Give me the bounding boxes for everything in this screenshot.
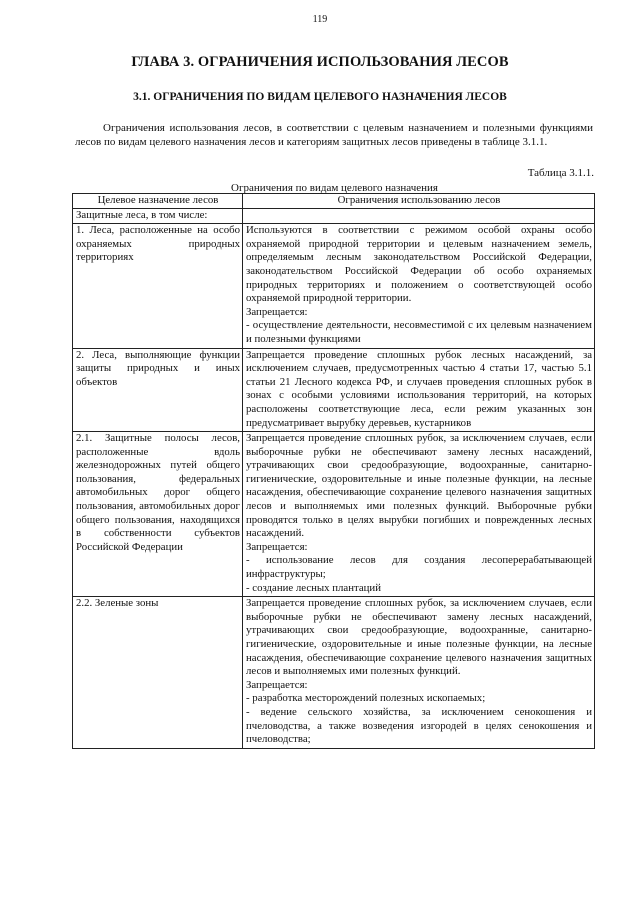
purpose-cell: 2.2. Зеленые зоны bbox=[73, 597, 243, 749]
group-row bbox=[73, 208, 595, 224]
restriction-text: Запрещается: bbox=[246, 540, 308, 553]
restriction-text: Запрещается: bbox=[246, 305, 308, 318]
header-purpose: Целевое назначение лесов bbox=[73, 194, 243, 209]
restriction-text: - разработка месторождений полезных ископаемых; bbox=[246, 692, 486, 705]
group-label: Защитные леса, в том числе: bbox=[73, 208, 243, 224]
group-empty-cell bbox=[243, 208, 595, 224]
restriction-text: - ведение сельского хозяйства, за исключением сенокошения и пчеловодства, а также возведения изгородей в целях сенокошения и пчеловодства; bbox=[246, 705, 592, 746]
restriction-text: - создание лесных плантаций bbox=[246, 581, 381, 594]
chapter-title: ГЛАВА 3. ОГРАНИЧЕНИЯ ИСПОЛЬЗОВАНИЯ ЛЕСОВ bbox=[131, 54, 509, 70]
restriction-text: Запрещается проведение сплошных рубок, за исключением случаев, если выборочные рубки не обеспечивают замену лесных насаждений, утрачивающих свои средообразующие, водоохранные, санитарно-гигиенические, оздоровительные и иные полезные функции, на лесные насаждения, обеспечивающие сохранение целевого назначения защитных лесов и выполняемых ими полезных функций. Выборочные рубки проводятся только в целях вырубки погибших и поврежденных лесных насаждений. bbox=[246, 432, 592, 540]
purpose-cell: 2.1. Защитные полосы лесов, расположенные вдоль железнодорожных путей общего пользования, федеральных автомобильных дорог общего пользования, автомобильных дорог общего пользования, находящихся в собственности субъектов Российской Федерации bbox=[73, 432, 243, 597]
table-row bbox=[73, 432, 595, 597]
restriction-text: Запрещается проведение сплошных рубок, за исключением случаев, если выборочные рубки не обеспечивают замену лесных насаждений, утрачивающих свои средообразующие, водоохранные, санитарно-гигиенические, оздоровительные и иные полезные функции, на лесные насаждения, обеспечивающие сохранение целевого назначения защитных лесов и выполняемых ими полезных функций. bbox=[246, 597, 592, 678]
table-header-row bbox=[73, 194, 595, 209]
restriction-text: - осуществление деятельности, несовместимой с их целевым назначением и полезными функциями bbox=[246, 319, 592, 345]
restrictions-cell bbox=[243, 348, 595, 432]
purpose-cell: 1. Леса, расположенные на особо охраняемых природных территориях bbox=[73, 224, 243, 348]
restrictions-cell bbox=[243, 432, 595, 597]
table-row bbox=[73, 597, 595, 749]
intro-paragraph: Ограничения использования лесов, в соответствии с целевым назначением и полезными функциями лесов по видам целевого назначения лесов и категориям защитных лесов приведены в таблице 3.1.1. bbox=[75, 122, 593, 148]
purpose-cell: 2. Леса, выполняющие функции защиты природных и иных объектов bbox=[73, 348, 243, 432]
section-title: 3.1. ОГРАНИЧЕНИЯ ПО ВИДАМ ЦЕЛЕВОГО НАЗНАЧЕНИЯ ЛЕСОВ bbox=[133, 91, 507, 103]
restrictions-table bbox=[72, 193, 595, 749]
page-number: 119 bbox=[312, 14, 328, 25]
restriction-text: - использование лесов для создания лесоперерабатывающей инфраструктуры; bbox=[246, 554, 592, 581]
restriction-text: Запрещается: bbox=[246, 678, 308, 691]
restrictions-cell bbox=[243, 224, 595, 348]
header-restrictions: Ограничения использованию лесов bbox=[243, 194, 595, 209]
table-row bbox=[73, 224, 595, 348]
restrictions-cell bbox=[243, 597, 595, 749]
table-caption: Ограничения по видам целевого назначения bbox=[231, 182, 438, 194]
table-label: Таблица 3.1.1. bbox=[527, 167, 594, 179]
restriction-text: Используются в соответствии с режимом особой охраны особо охраняемой природной территории и целевым назначением земель, определяемым лесным законодательством Российской Федерации, законодательством Российской Федерации об особо охраняемых природных территориях и положением о соответствующей особо охраняемой природной территории. bbox=[246, 224, 592, 305]
restriction-text: Запрещается проведение сплошных рубок лесных насаждений, за исключением случаев, предусмотренных частью 4 статьи 17, частью 5.1 статьи 21 Лесного кодекса РФ, и случаев проведения сплошных рубок в зонах с особыми условиями использования территорий, на которых расположены соответствующие леса, если режим указанных зон предусматривает вырубку деревьев, кустарников bbox=[246, 348, 592, 429]
table-row bbox=[73, 348, 595, 432]
